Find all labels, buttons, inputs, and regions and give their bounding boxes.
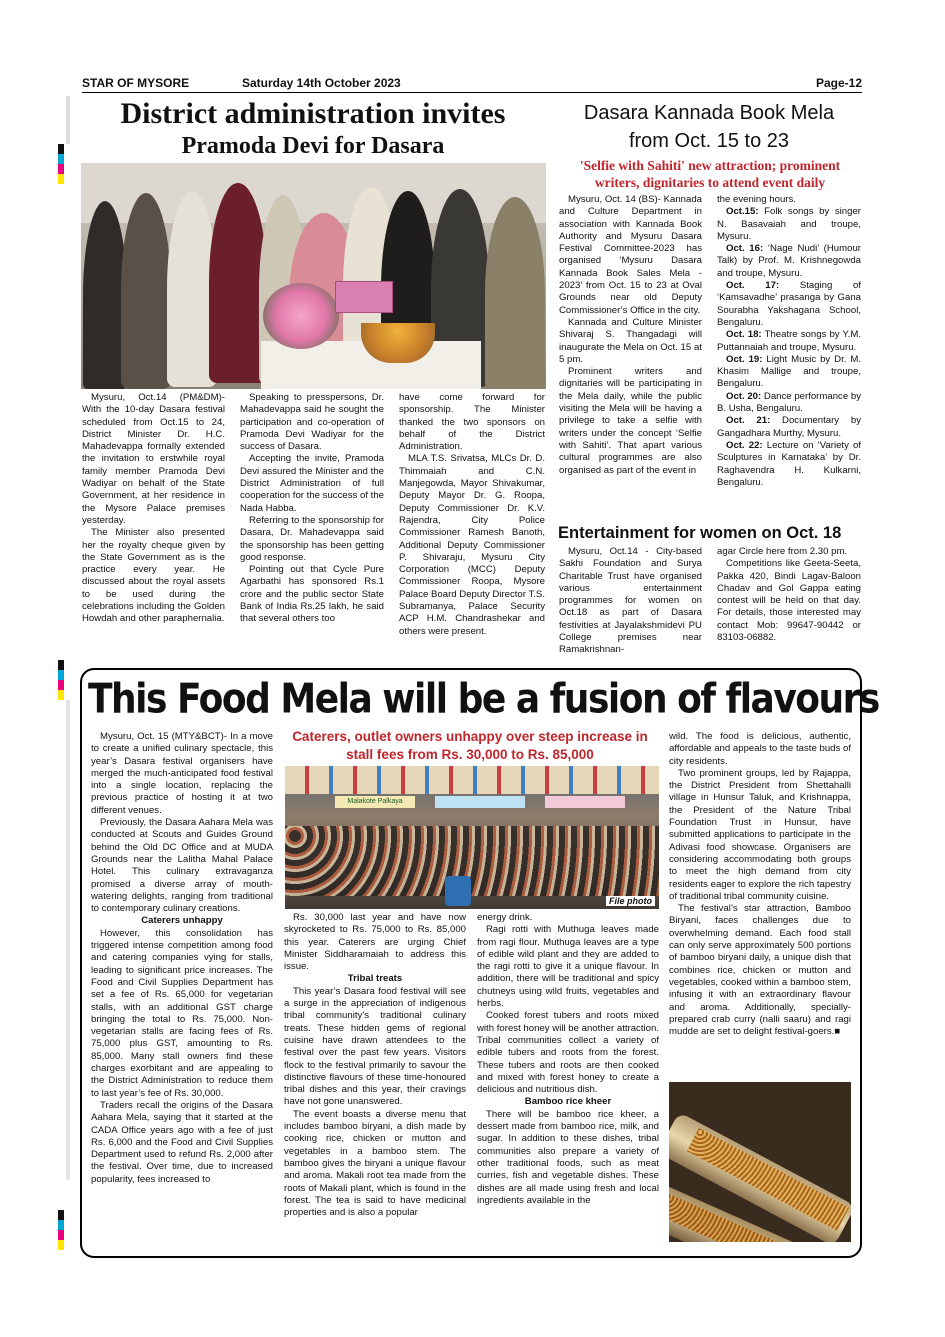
section-subhead: Tribal treats	[347, 973, 403, 985]
paragraph: The festival’s star attraction, Bamboo Biryani, faces challenges due to overwhelming demand. Each food stall can only serve approximately 500 portions of bamboo biryani daily, a unique dish that combines rice, chicken or mutton and vegetables, cooked within a bamboo stem, infusing it with an extraordinary flavour and aroma. Additionally, specially-prepared crab curry (nalli saaru) and ragi mudde are set to delight festival-goers.■	[669, 903, 851, 1038]
paragraph: Mysuru, Oct. 14 (BS)- Kannada and Culture Department in association with Kannada Book Authority and Mysuru Dasara Festival Committee-2023 has organised ‘Mysuru Dasara Kannada Book Sales Mela - 2023’ from Oct. 15 to 23 at Oval Grounds near old Deputy Commissioner’s Office in the city.	[559, 194, 702, 316]
schedule-text: ‘Nage Nudi’ (Humour Talk) by Prof. M. Krishnegowda and troupe, Mysuru.	[717, 243, 861, 279]
schedule-list	[717, 206, 861, 489]
schedule-item	[717, 206, 861, 243]
blue-drum	[445, 876, 471, 906]
article2-column-2	[717, 194, 861, 518]
schedule-text: Light Music by Dr. M. Khasim Mallige and troupe, Bengaluru.	[717, 353, 861, 390]
paragraph: Cooked forest tubers and roots mixed with forest honey will be another attraction. Tribal communities collect a variety of edible tubers and roots from the forest. These tubers and roots are then cooked and mixed with forest honey to create a delicious and nutritious dish.	[477, 1010, 659, 1096]
margin-rule	[66, 96, 70, 144]
article4-column-2	[284, 912, 466, 1248]
stall-canopy	[285, 766, 659, 794]
paragraph: Pointing out that Cycle Pure Agarbathi has sponsored Rs.1 crore and the public sector State Bank of India Rs.25 lakh, he said that several others too	[240, 564, 384, 625]
article1-column-2	[240, 392, 384, 658]
schedule-day: Oct. 17:	[726, 280, 780, 292]
crowd	[285, 826, 659, 896]
margin-rule	[66, 700, 70, 1180]
schedule-day: Oct. 22:	[726, 439, 763, 451]
article1-photo	[81, 163, 546, 389]
paragraph: Mysuru, Oct.14 (PM&DM)- With the 10-day Dasara festival scheduled from Oct.15 to 24, District Minister Dr. H.C. Mahadevappa formally extended the invitation to erstwhile royal family member Pramoda Devi Wadiyar on behalf of the State Government, at her residence in the Mysore Palace premises yesterday.	[82, 392, 225, 526]
paragraph: Referring to the sponsorship for Dasara, Dr. Mahadevappa said the sponsorship has been getting good response.	[240, 514, 384, 563]
photo-credit: File photo	[606, 896, 655, 906]
schedule-text: Staging of ‘Kamsavadhe’ prasanga by Gana Sourabha Yakshagana School, Bengaluru.	[717, 280, 861, 328]
article1-headline: District administration invites	[120, 97, 506, 130]
schedule-item	[717, 243, 861, 280]
photo-flower-bouquet	[263, 283, 339, 349]
paragraph: The Minister also presented her the royalty cheque given by the State Government as is the practice every year. He discussed about the royal assets to be used during the celebrations including the Golden Howdah and other paraphernalia.	[82, 527, 225, 625]
article4-column-3	[477, 912, 659, 1248]
paragraph: Accepting the invite, Pramoda Devi assured the Minister and the District Administration of full cooperation for the success of the Nada Habba.	[240, 453, 384, 514]
paragraph: However, this consolidation has triggered intense competition among food and catering companies vying for stalls, leading to significant price increases. The Food and Civil Supplies Department has set a fee of Rs. 65,000 for vegetarian stalls, with an additional GST charge bringing the total to Rs. 75,000. Non-vegetarian stalls are facing fees of Rs. 75,000 plus GST, amounting to Rs. 85,000. Many stall owners find these charges exorbitant and are appealing to the District Administration to reduce them to last year’s fee of Rs. 30,000.	[91, 927, 273, 1099]
bamboo-biryani-photo	[669, 1082, 851, 1242]
schedule-item	[717, 440, 861, 489]
stall-sign: Malakote Palkaya	[335, 796, 415, 808]
article4-column-4	[669, 731, 851, 1073]
schedule-item	[717, 280, 861, 329]
schedule-day: Oct. 19:	[726, 353, 763, 365]
schedule-item	[717, 391, 861, 416]
article4-headline: This Food Mela will be a fusion of flavours	[88, 672, 856, 727]
stall-sign	[435, 796, 525, 808]
schedule-item	[717, 329, 861, 354]
paragraph: Speaking to presspersons, Dr. Mahadevappa said he sought the participation and co-operation of Pramoda Devi Wadiyar for the success of Dasara.	[240, 392, 384, 453]
article1-headline-line2: Pramoda Devi for Dasara	[181, 133, 445, 159]
masthead	[82, 76, 862, 93]
article3-headline: Entertainment for women on Oct. 18	[558, 524, 842, 542]
schedule-text: Folk songs by singer N. Basavaiah and troupe, Mysuru.	[717, 206, 861, 242]
schedule-item	[717, 415, 861, 440]
schedule-text: Lecture on ‘Variety of Sculptures in Karnataka’ by Dr. Raghavendra H. Kulkarni, Bengaluru.	[717, 439, 861, 488]
article2-headline-line2: from Oct. 15 to 23	[628, 130, 790, 152]
paragraph: The event boasts a diverse menu that includes bamboo biryani, a dish made by cooking rice, chicken or mutton and vegetables in a bamboo stem. The bamboo gives the biryani a unique flavour and aroma. Makali root tea made from the roots of Makali plant, which is found in the forest. The tea is said to have medicinal properties and is also a popular	[284, 1108, 466, 1219]
article3-column-2	[717, 546, 861, 658]
schedule-day: Oct.15:	[726, 206, 759, 218]
paragraph: Rs. 30,000 last year and have now skyrocketed to Rs. 75,000 to Rs. 85,000 this year. Caterers are urging Chief Minister Siddharamaiah to address this issue.	[284, 912, 466, 973]
paragraph: Prominent writers and dignitaries will be participating in the Mela daily, while the public visiting the Mela will be having a privilege to take a selfie with writers under the concept ‘Selfie with Sahiti’. That apart various cultural programmes are also organised as part of the event in	[559, 366, 702, 476]
registration-marks-middle	[58, 660, 64, 700]
photo-gift-box	[335, 281, 393, 313]
paragraph: Competitions like Geeta-Seeta, Pakka 420, Bindi Lagav-Baloon Chadav and Gol Gappa eating contest will be held on that day. For details, those interested may contact Mob: 99647-90442 or 83103-06882.	[717, 558, 861, 644]
paragraph: Mysuru, Oct.14 - City-based Sakhi Foundation and Surya Charitable Trust have organised various entertainment programmes for women on Oct.18 as part of Dasara festivities at Jayalakshmidevi PU College premises near Ramakrishnan-	[559, 546, 702, 656]
paragraph: There will be bamboo rice kheer, a dessert made from bamboo rice, milk, and sugar. In addition to these dishes, tribal communities also prepare a variety of other traditional foods, such as meat curries, fish and vegetable dishes. These dishes are all made using fresh and local ingredients available in the	[477, 1108, 659, 1206]
article4-subhead: Caterers, outlet owners unhappy over steep increase in stall fees from Rs. 30,000 to Rs. 85,000	[292, 729, 648, 762]
schedule-item	[717, 354, 861, 391]
paragraph: the evening hours.	[717, 194, 796, 205]
section-subhead: Caterers unhappy	[141, 915, 223, 927]
schedule-day: Oct. 18:	[726, 329, 762, 341]
registration-marks-top	[58, 144, 64, 184]
schedule-day: Oct. 16:	[726, 243, 764, 255]
paragraph: Two prominent groups, led by Rajappa, the District President from Shettahalli village in Hunsur Taluk, and Krishnappa, the President of the Nature Tribal Foundation Trust in Hunsur, have submitted applications to participate in the Adivasi food showcase. Organisers are considering accommodating both groups to meet the high demand from city residents eager to explore the rich tapestry of traditional tribal community cuisine.	[669, 767, 851, 902]
paragraph: MLA T.S. Srivatsa, MLCs Dr. D. Thimmaiah and C.N. Manjegowda, Mayor Shivakumar, Deputy Mayor Dr. G. Roopa, Deputy Commissioner Dr. K.V. Rajendra, City Police Commissioner Ramesh Banoth, Additional Deputy Commissioner P. Shivaraju, Mysuru City Corporation (MCC) Deputy Commissioner Roopa, Mysore Palace Board Deputy Director T.S. Subramanya, Palace Security ACP H.M. Chandrashekar and others were present.	[399, 453, 545, 637]
paper-name: STAR OF MYSORE	[82, 76, 190, 90]
paragraph: Ragi rotti with Muthuga leaves made from ragi flour. Muthuga leaves are a type of edible wild plant and they are added to the ragi rotti to give it a unique flavour. In addition, there will be traditional and spicy chutneys using wild fruits, vegetables and herbs.	[477, 924, 659, 1010]
article1-column-3	[399, 392, 545, 658]
page-number: Page-12	[815, 76, 862, 90]
section-subhead: Bamboo rice kheer	[524, 1096, 612, 1108]
photo-person	[121, 193, 171, 389]
paragraph: agar Circle here from 2.30 pm.	[717, 546, 848, 557]
stall-sign	[545, 796, 625, 808]
article2-column-1	[559, 194, 702, 518]
paragraph: This year’s Dasara food festival will see a surge in the appreciation of indigenous tribal community’s traditional culinary treats. These hidden gems of regional cuisine have drawn attendees to the festival over the past few years. Visitors flock to the festival primarily to savour the distinctive flavours of these time-honoured tribal dishes and this year, their cravings have not gone unanswered.	[284, 985, 466, 1108]
paragraph: wild. The food is delicious, authentic, affordable and appeals to the taste buds of city residents.	[669, 731, 851, 767]
article3-column-1	[559, 546, 702, 658]
paragraph: Traders recall the origins of the Dasara Aahara Mela, saying that it started at the CADA Office years ago with a fee of just Rs. 6,000 and the Food and Civil Supplies Department used to refund Rs. 2,000 after the festival. Over time, due to increased popularity, fees increased to	[91, 1099, 273, 1185]
paragraph: Kannada and Culture Minister Shivaraj S. Thangadagi will inaugurate the Mela on Oct. 15 at 5 pm.	[559, 316, 702, 365]
article4-column-1	[91, 731, 273, 1249]
article4-photo	[285, 766, 659, 909]
paragraph: Mysuru, Oct. 15 (MTY&BCT)- In a move to create a unified culinary spectacle, this year’s Dasara festival organisers have merged the much-anticipated food festival into a single location, replacing the previous practice of hosting it at two different venues.	[91, 731, 273, 816]
schedule-day: Oct. 20:	[726, 390, 762, 402]
article1-column-1	[82, 392, 225, 658]
issue-date: Saturday 14th October 2023	[242, 76, 401, 90]
paragraph: Previously, the Dasara Aahara Mela was conducted at Scouts and Guides Ground behind the Old DC Office and at MUDA Grounds near the Lalitha Mahal Palace Hotel. This culinary extravaganza promised a diverse array of mouth-watering delights, ranging from traditional to contemporary culinary creations.	[91, 817, 273, 915]
paragraph: energy drink.	[477, 912, 533, 923]
paragraph: have come forward for sponsorship. The Minister thanked the two sponsors on behalf of the District Administration.	[399, 392, 545, 453]
schedule-day: Oct. 21:	[726, 415, 771, 427]
schedule-text: Theatre songs by Y.M. Puttannaiah and troupe, Mysuru.	[717, 329, 861, 353]
article2-headline: Dasara Kannada Book Mela	[583, 102, 835, 124]
photo-person	[485, 197, 545, 389]
registration-marks-bottom	[58, 1210, 64, 1250]
schedule-text: Dance performance by B. Usha, Bengaluru.	[717, 390, 861, 415]
schedule-text: Documentary by Gangadhara Murthy, Mysuru.	[717, 415, 861, 439]
article2-subhead: 'Selfie with Sahiti' new attraction; prominent writers, dignitaries to attend event daily	[579, 158, 841, 190]
